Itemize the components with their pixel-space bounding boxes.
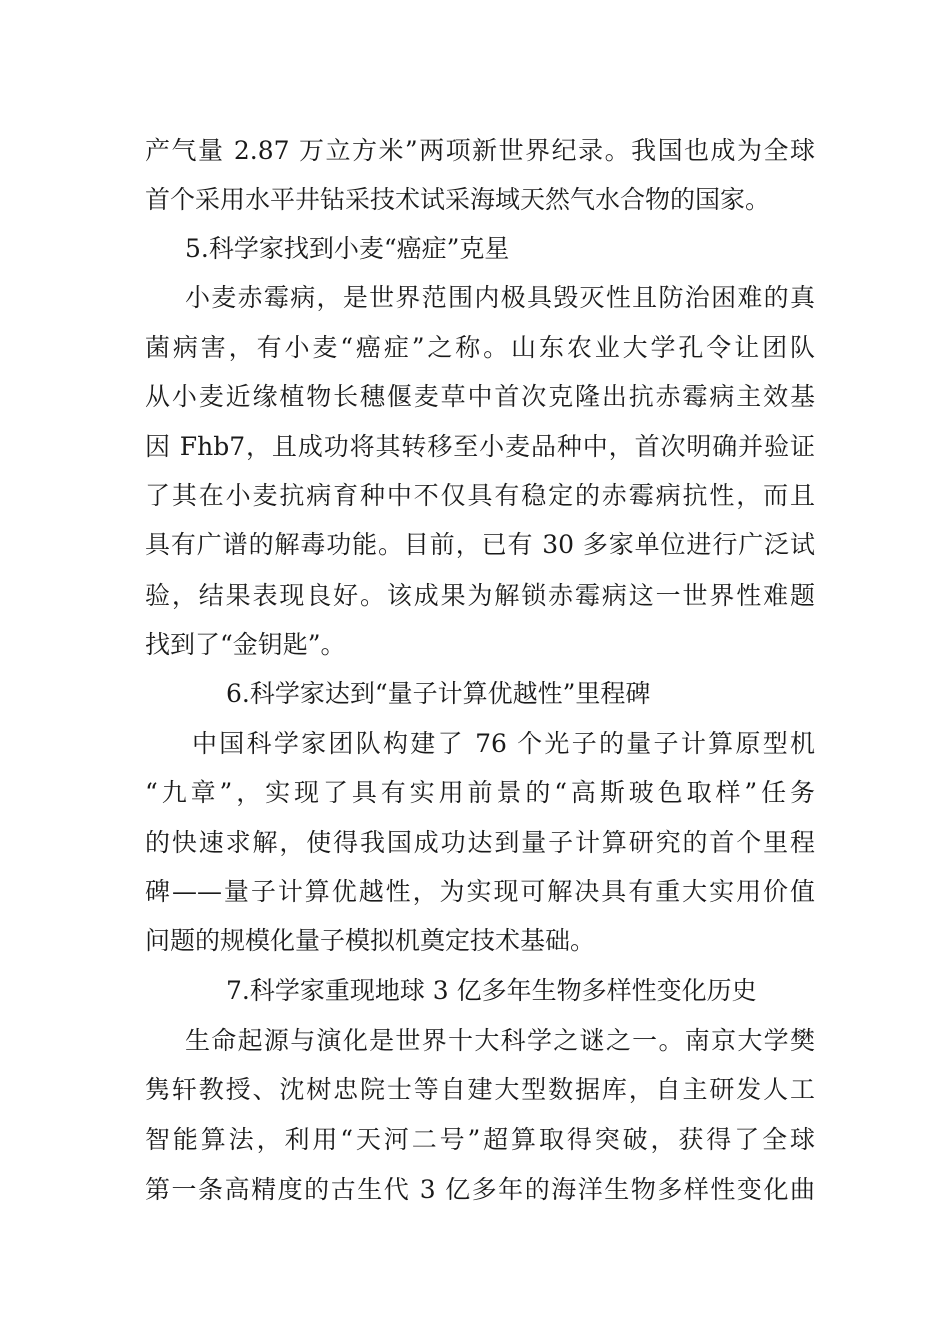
paragraph-line: 找到了“金钥匙”。: [145, 630, 346, 659]
paragraph-line: 智能算法，利用“天河二号”超算取得突破，获得了全球: [145, 1125, 815, 1154]
paragraph-line: 问题的规模化量子模拟机奠定技术基础。: [145, 926, 596, 955]
paragraph-line: 产气量 2.87 万立方米”两项新世界纪录。我国也成为全球: [145, 136, 815, 165]
paragraph-line: 菌病害，有小麦“癌症”之称。山东农业大学孔令让团队: [145, 333, 815, 362]
paragraph-line: 的快速求解，使得我国成功达到量子计算研究的首个里程: [145, 828, 815, 857]
paragraph-line: 验，结果表现良好。该成果为解锁赤霉病这一世界性难题: [145, 581, 815, 610]
paragraph-line: 因 Fhb7，且成功将其转移至小麦品种中，首次明确并验证: [145, 432, 815, 461]
paragraph-line: 具有广谱的解毒功能。目前，已有 30 多家单位进行广泛试: [145, 530, 815, 559]
paragraph-line: 隽轩教授、沈树忠院士等自建大型数据库，自主研发人工: [145, 1075, 815, 1104]
paragraph-line: 碑——量子计算优越性，为实现可解决具有重大实用价值: [145, 877, 815, 906]
paragraph-line: 从小麦近缘植物长穗偃麦草中首次克隆出抗赤霉病主效基: [145, 382, 815, 411]
section-heading: 5.科学家找到小麦“癌症”克星: [185, 234, 510, 263]
paragraph-line: 第一条高精度的古生代 3 亿多年的海洋生物多样性变化曲: [145, 1175, 815, 1204]
paragraph-line: 中国科学家团队构建了 76 个光子的量子计算原型机: [192, 729, 815, 758]
paragraph-line: 小麦赤霉病，是世界范围内极具毁灭性且防治困难的真: [185, 283, 815, 312]
paragraph-line: 首个采用水平井钻采技术试采海域天然气水合物的国家。: [145, 185, 771, 214]
paragraph-line: 了其在小麦抗病育种中不仅具有稳定的赤霉病抗性，而且: [145, 481, 815, 510]
section-heading: 7.科学家重现地球 3 亿多年生物多样性变化历史: [226, 976, 757, 1005]
paragraph-line: 生命起源与演化是世界十大科学之谜之一。南京大学樊: [185, 1026, 815, 1055]
paragraph-line: “九章”，实现了具有实用前景的“高斯玻色取样”任务: [145, 778, 815, 807]
section-heading: 6.科学家达到“量子计算优越性”里程碑: [226, 679, 651, 708]
